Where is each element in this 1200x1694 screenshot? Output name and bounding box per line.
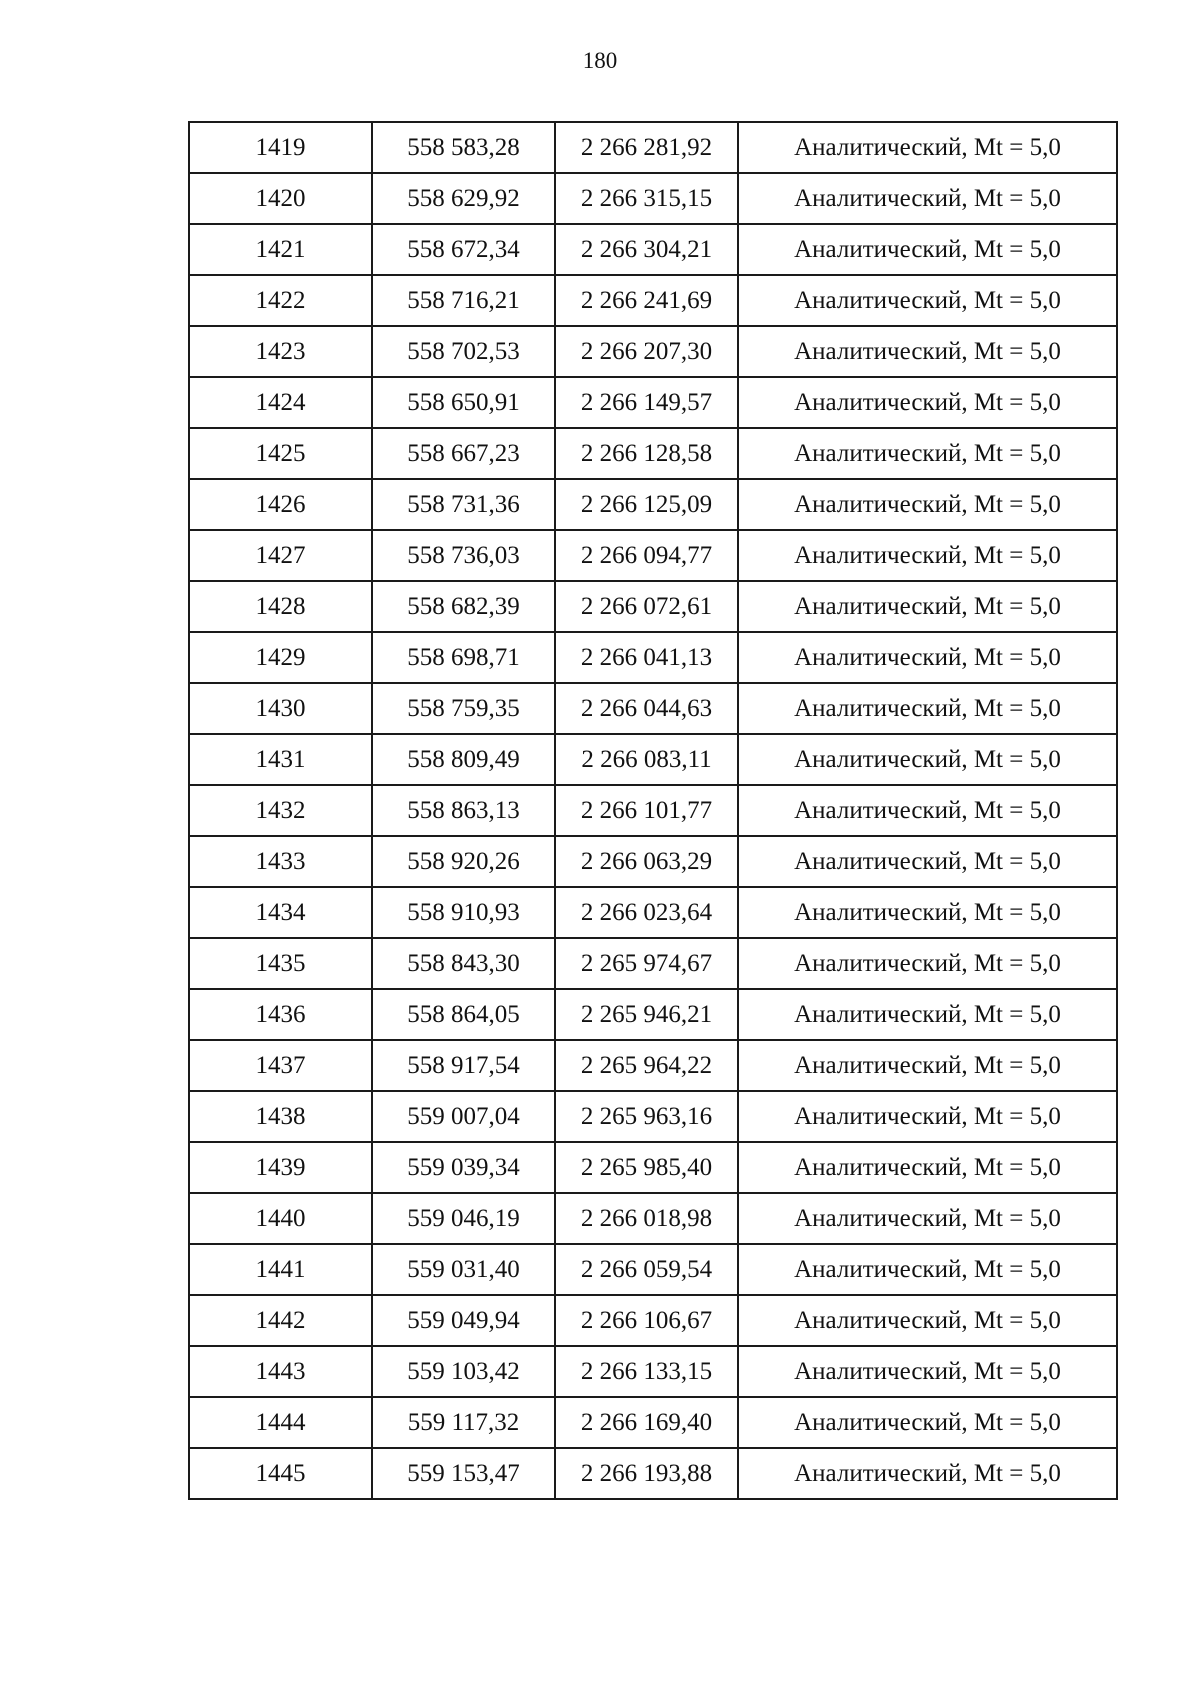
y-coordinate-cell: 2 266 072,61 (555, 581, 738, 632)
point-number-cell: 1419 (189, 122, 372, 173)
point-number-cell: 1420 (189, 173, 372, 224)
y-coordinate-cell: 2 266 281,92 (555, 122, 738, 173)
table-row (189, 887, 1117, 938)
point-number-cell: 1445 (189, 1448, 372, 1499)
method-cell: Аналитический, Mt = 5,0 (738, 1193, 1117, 1244)
table-row (189, 785, 1117, 836)
point-number-cell: 1438 (189, 1091, 372, 1142)
table-row (189, 581, 1117, 632)
method-cell: Аналитический, Mt = 5,0 (738, 1448, 1117, 1499)
y-coordinate-cell: 2 266 018,98 (555, 1193, 738, 1244)
y-coordinate-cell: 2 266 304,21 (555, 224, 738, 275)
table-row (189, 173, 1117, 224)
y-coordinate-cell: 2 266 063,29 (555, 836, 738, 887)
x-coordinate-cell: 558 920,26 (372, 836, 555, 887)
method-cell: Аналитический, Mt = 5,0 (738, 632, 1117, 683)
point-number-cell: 1442 (189, 1295, 372, 1346)
y-coordinate-cell: 2 265 985,40 (555, 1142, 738, 1193)
y-coordinate-cell: 2 266 207,30 (555, 326, 738, 377)
point-number-cell: 1433 (189, 836, 372, 887)
point-number-cell: 1436 (189, 989, 372, 1040)
method-cell: Аналитический, Mt = 5,0 (738, 479, 1117, 530)
point-number-cell: 1439 (189, 1142, 372, 1193)
point-number-cell: 1444 (189, 1397, 372, 1448)
table-row (189, 1295, 1117, 1346)
point-number-cell: 1421 (189, 224, 372, 275)
x-coordinate-cell: 558 682,39 (372, 581, 555, 632)
method-cell: Аналитический, Mt = 5,0 (738, 224, 1117, 275)
y-coordinate-cell: 2 266 023,64 (555, 887, 738, 938)
table-row (189, 122, 1117, 173)
x-coordinate-cell: 558 864,05 (372, 989, 555, 1040)
table-row (189, 1142, 1117, 1193)
y-coordinate-cell: 2 266 094,77 (555, 530, 738, 581)
y-coordinate-cell: 2 266 241,69 (555, 275, 738, 326)
method-cell: Аналитический, Mt = 5,0 (738, 1142, 1117, 1193)
y-coordinate-cell: 2 266 044,63 (555, 683, 738, 734)
coordinates-table (188, 121, 1118, 1500)
x-coordinate-cell: 559 046,19 (372, 1193, 555, 1244)
x-coordinate-cell: 559 031,40 (372, 1244, 555, 1295)
method-cell: Аналитический, Mt = 5,0 (738, 326, 1117, 377)
x-coordinate-cell: 558 629,92 (372, 173, 555, 224)
point-number-cell: 1440 (189, 1193, 372, 1244)
point-number-cell: 1430 (189, 683, 372, 734)
point-number-cell: 1425 (189, 428, 372, 479)
point-number-cell: 1435 (189, 938, 372, 989)
x-coordinate-cell: 558 910,93 (372, 887, 555, 938)
point-number-cell: 1431 (189, 734, 372, 785)
table-row (189, 683, 1117, 734)
x-coordinate-cell: 558 702,53 (372, 326, 555, 377)
y-coordinate-cell: 2 266 133,15 (555, 1346, 738, 1397)
method-cell: Аналитический, Mt = 5,0 (738, 581, 1117, 632)
table-row (189, 989, 1117, 1040)
table-body (189, 122, 1117, 1499)
method-cell: Аналитический, Mt = 5,0 (738, 887, 1117, 938)
method-cell: Аналитический, Mt = 5,0 (738, 122, 1117, 173)
method-cell: Аналитический, Mt = 5,0 (738, 377, 1117, 428)
point-number-cell: 1427 (189, 530, 372, 581)
y-coordinate-cell: 2 266 193,88 (555, 1448, 738, 1499)
point-number-cell: 1428 (189, 581, 372, 632)
method-cell: Аналитический, Mt = 5,0 (738, 1346, 1117, 1397)
y-coordinate-cell: 2 265 946,21 (555, 989, 738, 1040)
y-coordinate-cell: 2 266 315,15 (555, 173, 738, 224)
x-coordinate-cell: 559 153,47 (372, 1448, 555, 1499)
x-coordinate-cell: 558 667,23 (372, 428, 555, 479)
point-number-cell: 1437 (189, 1040, 372, 1091)
table-row (189, 734, 1117, 785)
x-coordinate-cell: 558 716,21 (372, 275, 555, 326)
y-coordinate-cell: 2 265 974,67 (555, 938, 738, 989)
x-coordinate-cell: 559 039,34 (372, 1142, 555, 1193)
x-coordinate-cell: 558 650,91 (372, 377, 555, 428)
y-coordinate-cell: 2 266 106,67 (555, 1295, 738, 1346)
y-coordinate-cell: 2 265 964,22 (555, 1040, 738, 1091)
y-coordinate-cell: 2 265 963,16 (555, 1091, 738, 1142)
point-number-cell: 1424 (189, 377, 372, 428)
table-row (189, 632, 1117, 683)
x-coordinate-cell: 558 759,35 (372, 683, 555, 734)
method-cell: Аналитический, Mt = 5,0 (738, 989, 1117, 1040)
x-coordinate-cell: 559 103,42 (372, 1346, 555, 1397)
table-row (189, 1040, 1117, 1091)
point-number-cell: 1426 (189, 479, 372, 530)
y-coordinate-cell: 2 266 169,40 (555, 1397, 738, 1448)
point-number-cell: 1423 (189, 326, 372, 377)
method-cell: Аналитический, Mt = 5,0 (738, 683, 1117, 734)
table-row (189, 479, 1117, 530)
table-row (189, 377, 1117, 428)
table-row (189, 326, 1117, 377)
x-coordinate-cell: 559 117,32 (372, 1397, 555, 1448)
table-row (189, 275, 1117, 326)
method-cell: Аналитический, Mt = 5,0 (738, 275, 1117, 326)
method-cell: Аналитический, Mt = 5,0 (738, 836, 1117, 887)
method-cell: Аналитический, Mt = 5,0 (738, 785, 1117, 836)
method-cell: Аналитический, Mt = 5,0 (738, 1244, 1117, 1295)
x-coordinate-cell: 559 049,94 (372, 1295, 555, 1346)
method-cell: Аналитический, Mt = 5,0 (738, 1091, 1117, 1142)
method-cell: Аналитический, Mt = 5,0 (738, 938, 1117, 989)
point-number-cell: 1432 (189, 785, 372, 836)
point-number-cell: 1441 (189, 1244, 372, 1295)
x-coordinate-cell: 558 672,34 (372, 224, 555, 275)
method-cell: Аналитический, Mt = 5,0 (738, 173, 1117, 224)
table-row (189, 1346, 1117, 1397)
y-coordinate-cell: 2 266 128,58 (555, 428, 738, 479)
y-coordinate-cell: 2 266 149,57 (555, 377, 738, 428)
point-number-cell: 1422 (189, 275, 372, 326)
table-row (189, 1448, 1117, 1499)
x-coordinate-cell: 558 863,13 (372, 785, 555, 836)
y-coordinate-cell: 2 266 083,11 (555, 734, 738, 785)
x-coordinate-cell: 558 917,54 (372, 1040, 555, 1091)
y-coordinate-cell: 2 266 101,77 (555, 785, 738, 836)
table-row (189, 1244, 1117, 1295)
point-number-cell: 1434 (189, 887, 372, 938)
x-coordinate-cell: 558 809,49 (372, 734, 555, 785)
table-row (189, 938, 1117, 989)
point-number-cell: 1429 (189, 632, 372, 683)
x-coordinate-cell: 558 736,03 (372, 530, 555, 581)
method-cell: Аналитический, Mt = 5,0 (738, 1295, 1117, 1346)
x-coordinate-cell: 558 843,30 (372, 938, 555, 989)
method-cell: Аналитический, Mt = 5,0 (738, 530, 1117, 581)
method-cell: Аналитический, Mt = 5,0 (738, 1397, 1117, 1448)
x-coordinate-cell: 558 698,71 (372, 632, 555, 683)
table-row (189, 1193, 1117, 1244)
y-coordinate-cell: 2 266 125,09 (555, 479, 738, 530)
page-number: 180 (582, 48, 618, 73)
method-cell: Аналитический, Mt = 5,0 (738, 428, 1117, 479)
table-row (189, 530, 1117, 581)
x-coordinate-cell: 558 583,28 (372, 122, 555, 173)
table-row (189, 1091, 1117, 1142)
x-coordinate-cell: 559 007,04 (372, 1091, 555, 1142)
table-row (189, 428, 1117, 479)
method-cell: Аналитический, Mt = 5,0 (738, 1040, 1117, 1091)
x-coordinate-cell: 558 731,36 (372, 479, 555, 530)
point-number-cell: 1443 (189, 1346, 372, 1397)
table-row (189, 224, 1117, 275)
table-row (189, 836, 1117, 887)
method-cell: Аналитический, Mt = 5,0 (738, 734, 1117, 785)
y-coordinate-cell: 2 266 059,54 (555, 1244, 738, 1295)
table-row (189, 1397, 1117, 1448)
y-coordinate-cell: 2 266 041,13 (555, 632, 738, 683)
